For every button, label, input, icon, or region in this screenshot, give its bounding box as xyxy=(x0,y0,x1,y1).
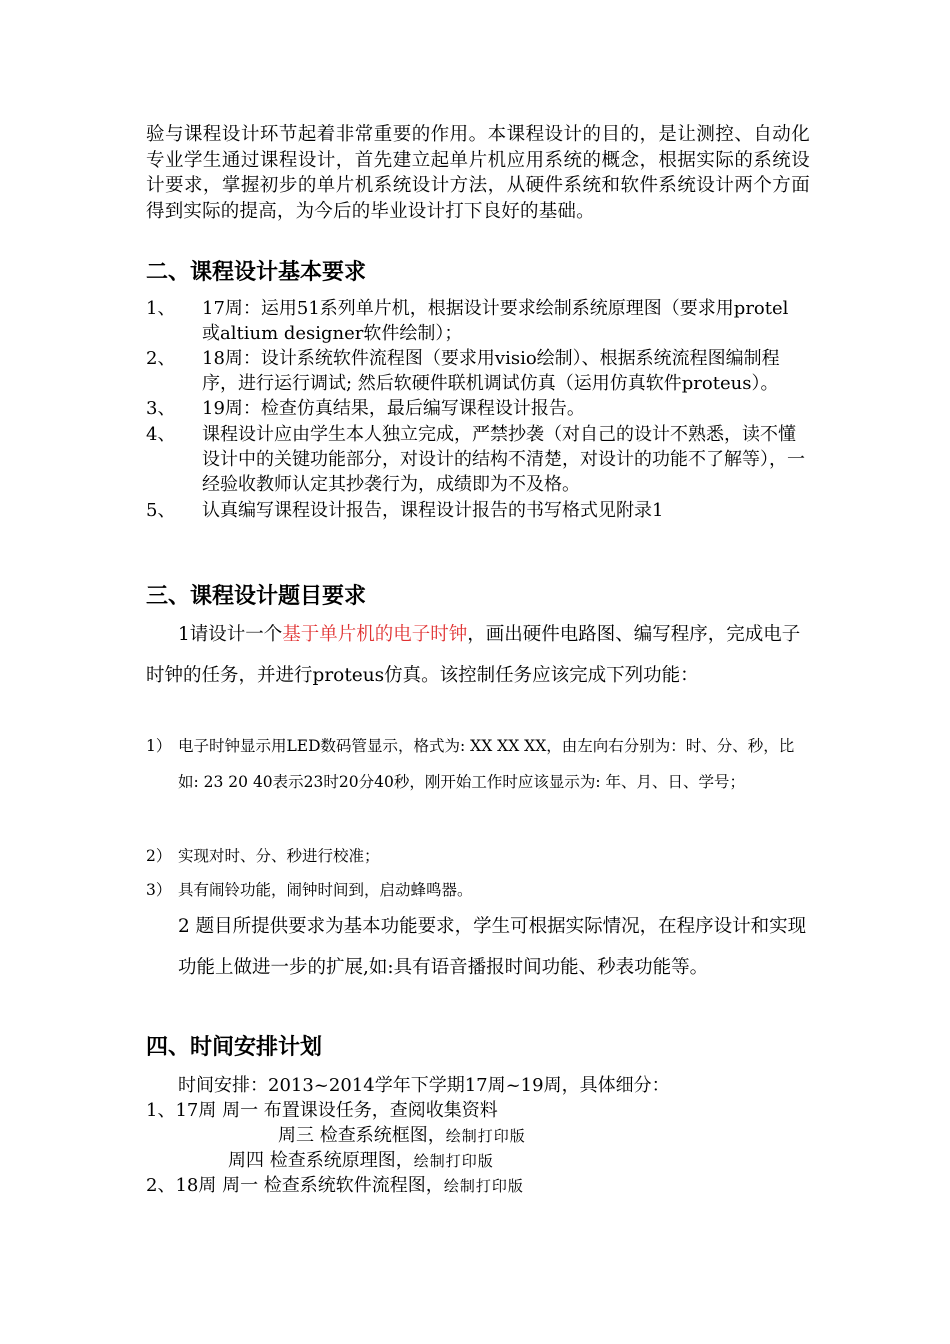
list-number: 2、 xyxy=(146,348,176,369)
schedule-main: 周四 检查系统原理图， xyxy=(228,1150,414,1171)
schedule-note: 绘制打印版 xyxy=(443,1177,524,1195)
topic-text-before: 1请设计一个 xyxy=(178,624,283,645)
heading-schedule: 四、时间安排计划 xyxy=(146,1035,323,1060)
topic-highlight: 基于单片机的电子时钟 xyxy=(282,624,468,645)
list-text: 19周：检查仿真结果，最后编写课程设计报告。 xyxy=(202,398,585,419)
list-number: 3） xyxy=(146,881,172,899)
list-text: 电子时钟显示用LED数码管显示，格式为: XX XX XX，由左向右分别为：时、分、秒，比如: 23 20 40表示23时20分40秒，刚开始工作时应该显示为: 年、月、日、学号； xyxy=(178,737,795,791)
list-number: 5、 xyxy=(146,500,176,521)
list-item xyxy=(146,498,810,523)
list-item xyxy=(146,838,810,874)
list-item xyxy=(146,346,810,396)
heading-basic-requirements: 二、课程设计基本要求 xyxy=(146,260,367,285)
intro-paragraph: 验与课程设计环节起着非常重要的作用。本课程设计的目的，是让测控、自动化专业学生通过课程设计，首先建立起单片机应用系统的概念，根据实际的系统设计要求，掌握初步的单片机系统设计方法，从硬件系统和软件系统设计两个方面得到实际的提高，为今后的毕业设计打下良好的基础。 xyxy=(146,124,810,222)
list-text: 17周：运用51系列单片机，根据设计要求绘制系统原理图（要求用protel 或altium designer软件绘制）； xyxy=(202,298,789,344)
list-item xyxy=(146,396,810,421)
topic-paragraph-1 xyxy=(146,614,810,696)
function-list xyxy=(146,728,810,800)
schedule-note: 绘制打印版 xyxy=(413,1152,494,1170)
schedule-main: 2、18周 周一 检查系统软件流程图， xyxy=(146,1175,444,1196)
basic-requirements-list xyxy=(146,296,810,523)
schedule-line: 1、17周 周一 布置课设任务，查阅收集资料 xyxy=(146,1100,498,1121)
topic-paragraph-2: 2 题目所提供要求为基本功能要求，学生可根据实际情况，在程序设计和实现功能上做进一步的扩展,如:具有语音播报时间功能、秒表功能等。 xyxy=(178,916,807,978)
heading-topic-requirements: 三、课程设计题目要求 xyxy=(146,584,367,609)
list-item xyxy=(146,872,810,908)
schedule-line xyxy=(228,1148,494,1174)
list-item xyxy=(146,296,810,346)
list-text: 实现对时、分、秒进行校准； xyxy=(178,847,380,865)
list-number: 2） xyxy=(146,847,172,865)
list-text: 具有闹铃功能，闹钟时间到，启动蜂鸣器。 xyxy=(178,881,473,899)
schedule-line xyxy=(278,1123,526,1149)
list-number: 4、 xyxy=(146,424,176,445)
list-item xyxy=(146,422,810,497)
topic-text-after: ，画出硬件电路图、编写程序，完成电子时钟的任务，并进行proteus仿真。该控制任务应该完成下列功能： xyxy=(146,624,801,686)
list-number: 1） xyxy=(146,737,172,755)
function-list xyxy=(146,872,810,908)
schedule-intro: 时间安排：2013~2014学年下学期17周~19周，具体细分： xyxy=(178,1075,670,1096)
schedule-main: 周三 检查系统框图， xyxy=(278,1125,446,1146)
list-text: 认真编写课程设计报告，课程设计报告的书写格式见附录1 xyxy=(202,500,664,521)
list-item xyxy=(146,728,810,800)
schedule-note: 绘制打印版 xyxy=(445,1127,526,1145)
list-text: 课程设计应由学生本人独立完成，严禁抄袭（对自己的设计不熟悉，读不懂设计中的关键功能部分，对设计的结构不清楚，对设计的功能不了解等），一经验收教师认定其抄袭行为，成绩即为不及格。 xyxy=(202,424,805,495)
schedule-line xyxy=(146,1173,524,1199)
list-number: 1、 xyxy=(146,298,176,319)
list-text: 18周：设计系统软件流程图（要求用visio绘制）、根据系统流程图编制程序，进行运行调试; 然后软硬件联机调试仿真（运用仿真软件proteus）。 xyxy=(202,348,780,394)
list-number: 3、 xyxy=(146,398,176,419)
function-list xyxy=(146,838,810,874)
